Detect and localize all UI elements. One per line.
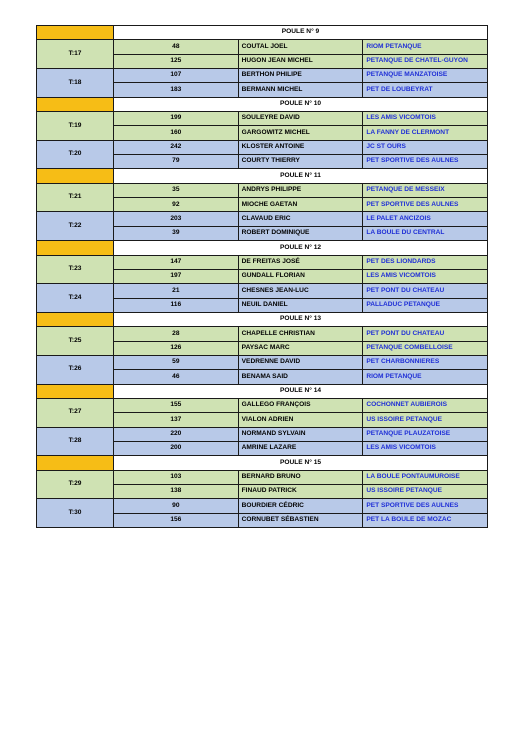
player-name: NEUIL DANIEL bbox=[238, 298, 363, 312]
poule-header-row bbox=[37, 312, 488, 326]
poule-header-row bbox=[37, 97, 488, 111]
team-label: T:19 bbox=[37, 112, 114, 141]
team-label: T:25 bbox=[37, 327, 114, 356]
player-number: 200 bbox=[114, 441, 239, 455]
player-name: CHESNES JEAN-LUC bbox=[238, 284, 363, 298]
table-row bbox=[37, 112, 488, 126]
player-number: 79 bbox=[114, 155, 239, 169]
player-name: GALLEGO FRANÇOIS bbox=[238, 398, 363, 412]
player-name: CORNUBET SÉBASTIEN bbox=[238, 513, 363, 527]
team-label: T:27 bbox=[37, 398, 114, 427]
player-club: JC ST OURS bbox=[363, 140, 488, 154]
table-row bbox=[37, 212, 488, 226]
player-number: 203 bbox=[114, 212, 239, 226]
player-number: 197 bbox=[114, 269, 239, 283]
player-club: PETANQUE MANZATOISE bbox=[363, 69, 488, 83]
poules-table bbox=[36, 25, 488, 528]
poule-title: POULE N° 11 bbox=[114, 169, 488, 183]
team-label: T:28 bbox=[37, 427, 114, 456]
player-name: BERTHON PHILIPE bbox=[238, 69, 363, 83]
player-number: 35 bbox=[114, 183, 239, 197]
player-name: HUGON JEAN MICHEL bbox=[238, 54, 363, 68]
poule-title: POULE N° 10 bbox=[114, 97, 488, 111]
team-label: T:29 bbox=[37, 470, 114, 499]
player-name: BERMANN MICHEL bbox=[238, 83, 363, 97]
player-name: VIALON ADRIEN bbox=[238, 413, 363, 427]
player-number: 48 bbox=[114, 40, 239, 54]
player-name: GARGOWITZ MICHEL bbox=[238, 126, 363, 140]
player-name: BOURDIER CÉDRIC bbox=[238, 499, 363, 513]
poule-color-band bbox=[37, 169, 114, 183]
table-row bbox=[37, 40, 488, 54]
player-name: KLOSTER ANTOINE bbox=[238, 140, 363, 154]
player-club: PET SPORTIVE DES AULNES bbox=[363, 198, 488, 212]
player-club: LE PALET ANCIZOIS bbox=[363, 212, 488, 226]
player-number: 147 bbox=[114, 255, 239, 269]
player-name: AMRINE LAZARE bbox=[238, 441, 363, 455]
player-club: PET LA BOULE DE MOZAC bbox=[363, 513, 488, 527]
table-row bbox=[37, 499, 488, 513]
player-number: 199 bbox=[114, 112, 239, 126]
player-number: 160 bbox=[114, 126, 239, 140]
team-label: T:30 bbox=[37, 499, 114, 528]
poules-table-body bbox=[37, 26, 488, 528]
player-club: LES AMIS VICOMTOIS bbox=[363, 269, 488, 283]
player-club: PETANQUE DE MESSEIX bbox=[363, 183, 488, 197]
player-club: LES AMIS VICOMTOIS bbox=[363, 441, 488, 455]
player-name: VEDRENNE DAVID bbox=[238, 355, 363, 369]
poule-header-row bbox=[37, 241, 488, 255]
table-row bbox=[37, 284, 488, 298]
player-name: COURTY THIERRY bbox=[238, 155, 363, 169]
player-name: ROBERT DOMINIQUE bbox=[238, 226, 363, 240]
table-row bbox=[37, 355, 488, 369]
poule-header-row bbox=[37, 26, 488, 40]
player-name: PAYSAC MARC bbox=[238, 341, 363, 355]
player-number: 116 bbox=[114, 298, 239, 312]
player-club: COCHONNET AUBIEROIS bbox=[363, 398, 488, 412]
poule-color-band bbox=[37, 456, 114, 470]
player-name: COUTAL JOEL bbox=[238, 40, 363, 54]
player-club: PET CHARBONNIERES bbox=[363, 355, 488, 369]
player-club: LA FANNY DE CLERMONT bbox=[363, 126, 488, 140]
table-row bbox=[37, 140, 488, 154]
player-number: 103 bbox=[114, 470, 239, 484]
player-number: 28 bbox=[114, 327, 239, 341]
player-number: 138 bbox=[114, 485, 239, 499]
player-name: ANDRYS PHILIPPE bbox=[238, 183, 363, 197]
poule-color-band bbox=[37, 241, 114, 255]
player-club: PETANQUE PLAUZATOISE bbox=[363, 427, 488, 441]
player-club: PET PONT DU CHATEAU bbox=[363, 284, 488, 298]
team-label: T:22 bbox=[37, 212, 114, 241]
player-club: PETANQUE COMBELLOISE bbox=[363, 341, 488, 355]
player-number: 39 bbox=[114, 226, 239, 240]
poule-header-row bbox=[37, 456, 488, 470]
team-label: T:23 bbox=[37, 255, 114, 284]
player-number: 21 bbox=[114, 284, 239, 298]
player-number: 126 bbox=[114, 341, 239, 355]
player-club: LES AMIS VICOMTOIS bbox=[363, 112, 488, 126]
player-number: 90 bbox=[114, 499, 239, 513]
player-club: PETANQUE DE CHATEL-GUYON bbox=[363, 54, 488, 68]
table-row bbox=[37, 255, 488, 269]
poule-title: POULE N° 15 bbox=[114, 456, 488, 470]
team-label: T:26 bbox=[37, 355, 114, 384]
team-label: T:20 bbox=[37, 140, 114, 169]
player-club: US ISSOIRE PETANQUE bbox=[363, 485, 488, 499]
table-row bbox=[37, 470, 488, 484]
poule-title: POULE N° 9 bbox=[114, 26, 488, 40]
team-label: T:24 bbox=[37, 284, 114, 313]
poule-color-band bbox=[37, 97, 114, 111]
player-club: US ISSOIRE PETANQUE bbox=[363, 413, 488, 427]
player-number: 92 bbox=[114, 198, 239, 212]
poule-title: POULE N° 12 bbox=[114, 241, 488, 255]
poule-color-band bbox=[37, 384, 114, 398]
team-label: T:21 bbox=[37, 183, 114, 212]
player-number: 59 bbox=[114, 355, 239, 369]
team-label: T:18 bbox=[37, 69, 114, 98]
poule-title: POULE N° 14 bbox=[114, 384, 488, 398]
poule-color-band bbox=[37, 312, 114, 326]
player-club: RIOM PETANQUE bbox=[363, 40, 488, 54]
table-row bbox=[37, 398, 488, 412]
table-row bbox=[37, 327, 488, 341]
player-name: NORMAND SYLVAIN bbox=[238, 427, 363, 441]
poule-header-row bbox=[37, 169, 488, 183]
player-number: 137 bbox=[114, 413, 239, 427]
player-name: CHAPELLE CHRISTIAN bbox=[238, 327, 363, 341]
poule-title: POULE N° 13 bbox=[114, 312, 488, 326]
player-name: FINAUD PATRICK bbox=[238, 485, 363, 499]
player-club: PALLADUC PETANQUE bbox=[363, 298, 488, 312]
player-club: LA BOULE PONTAUMUROISE bbox=[363, 470, 488, 484]
player-name: MIOCHE GAETAN bbox=[238, 198, 363, 212]
table-row bbox=[37, 427, 488, 441]
player-club: LA BOULE DU CENTRAL bbox=[363, 226, 488, 240]
player-number: 125 bbox=[114, 54, 239, 68]
team-label: T:17 bbox=[37, 40, 114, 69]
player-name: GUNDALL FLORIAN bbox=[238, 269, 363, 283]
player-name: BERNARD BRUNO bbox=[238, 470, 363, 484]
player-number: 46 bbox=[114, 370, 239, 384]
player-number: 107 bbox=[114, 69, 239, 83]
player-number: 156 bbox=[114, 513, 239, 527]
player-name: SOULEYRE DAVID bbox=[238, 112, 363, 126]
player-name: BENAMA SAID bbox=[238, 370, 363, 384]
player-club: PET SPORTIVE DES AULNES bbox=[363, 155, 488, 169]
table-row bbox=[37, 183, 488, 197]
player-club: PET DE LOUBEYRAT bbox=[363, 83, 488, 97]
player-number: 155 bbox=[114, 398, 239, 412]
player-club: RIOM PETANQUE bbox=[363, 370, 488, 384]
poule-header-row bbox=[37, 384, 488, 398]
player-number: 183 bbox=[114, 83, 239, 97]
player-club: PET PONT DU CHATEAU bbox=[363, 327, 488, 341]
player-name: DE FREITAS JOSÉ bbox=[238, 255, 363, 269]
player-number: 242 bbox=[114, 140, 239, 154]
poule-color-band bbox=[37, 26, 114, 40]
player-number: 220 bbox=[114, 427, 239, 441]
player-club: PET SPORTIVE DES AULNES bbox=[363, 499, 488, 513]
player-club: PET DES LIONDARDS bbox=[363, 255, 488, 269]
table-row bbox=[37, 69, 488, 83]
player-name: CLAVAUD ERIC bbox=[238, 212, 363, 226]
